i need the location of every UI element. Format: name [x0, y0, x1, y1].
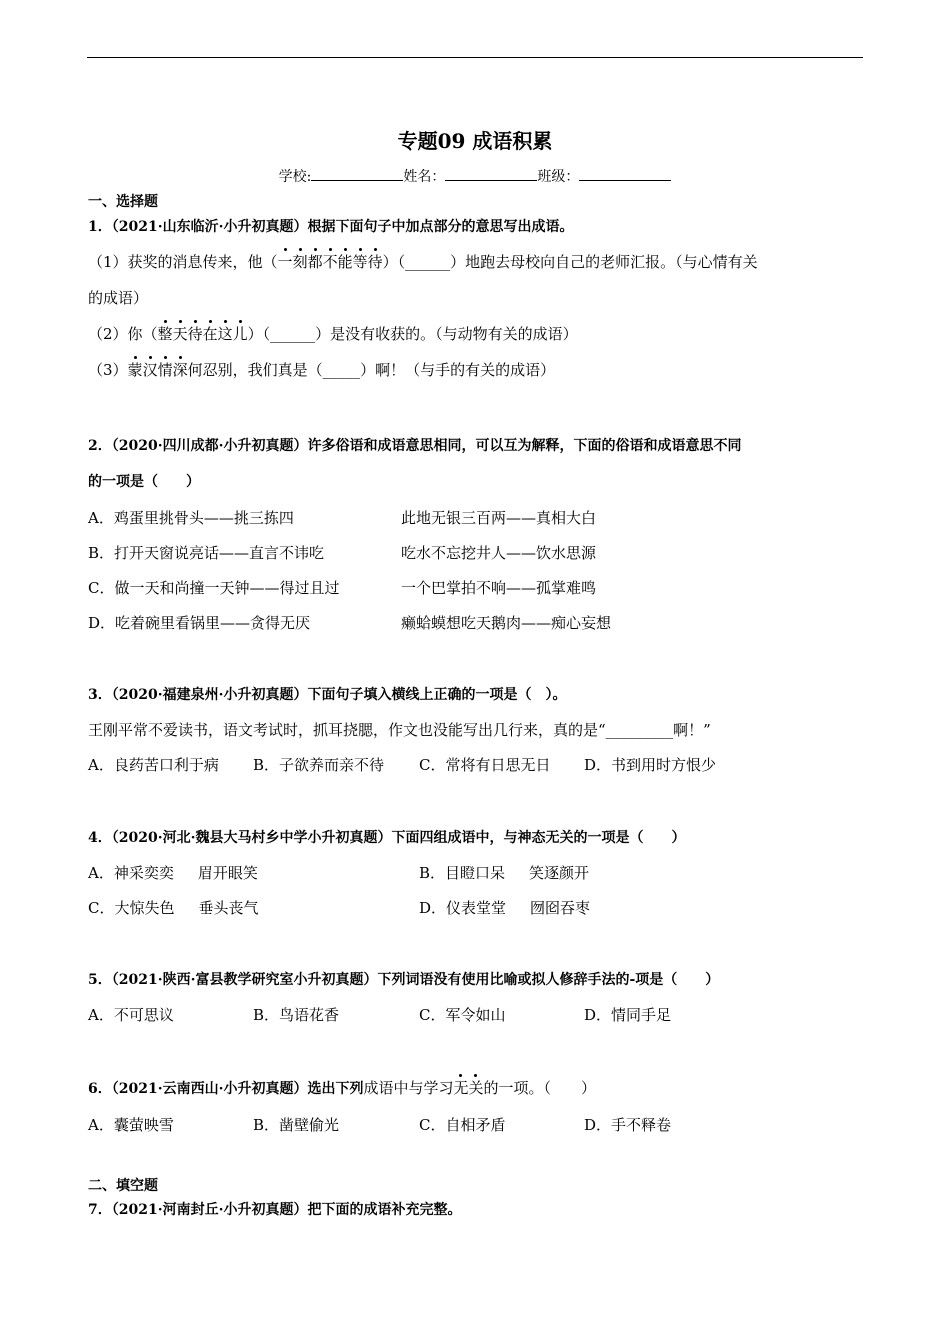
class-blank[interactable] — [579, 168, 671, 181]
dotted-char: 关 — [468, 1079, 484, 1097]
section-heading-fill: 二、填空题 — [88, 1178, 158, 1194]
question-2-heading-cont: 的一项是（ ） — [88, 474, 200, 490]
option-d[interactable]: D．情同手足 — [584, 1006, 672, 1024]
option-a[interactable]: A．不可思议 — [88, 1006, 174, 1024]
option-c-right: 一个巴掌拍不响——孤掌难鸣 — [401, 579, 597, 597]
section-heading-choice: 一、选择题 — [88, 194, 158, 210]
dotted-char: 不 — [322, 253, 338, 271]
question-6-heading: 6．（2021·云南西山·小升初真题）选出下列成语中与学习无关的一项。（ ） — [88, 1079, 597, 1097]
dotted-char: 汉 — [142, 361, 158, 379]
option-c-left[interactable]: C．做一天和尚撞一天钟——得过且过 — [88, 579, 340, 597]
option-a[interactable]: A．神采奕奕 眉开眼笑 — [88, 864, 258, 882]
option-d-right: 癞蛤蟆想吃天鹅肉——痴心妄想 — [401, 614, 612, 632]
option-b[interactable]: B．鸟语花香 — [253, 1006, 340, 1024]
question-4-heading: 4．（2020·河北·魏县大马村乡中学小升初真题）下面四组成语中，与神态无关的一项是（ ） — [88, 830, 686, 846]
question-7-heading: 7．（2021·河南封丘·小升初真题）把下面的成语补充完整。 — [88, 1202, 462, 1218]
option-d-left[interactable]: D．吃着碗里看锅里——贪得无厌 — [88, 614, 311, 632]
dotted-char: 这 — [217, 325, 233, 343]
question-1-line-1: （1）获奖的消息传来，他（一刻都不能等待）（______）地跑去母校向自己的老师汇报。（与心情有关 — [88, 253, 758, 271]
dotted-char: 蒙 — [127, 361, 143, 379]
option-b-right: 吃水不忘挖井人——饮水思源 — [401, 544, 597, 562]
option-a[interactable]: A．良药苦口利于病 — [88, 756, 219, 774]
dotted-char: 等 — [352, 253, 368, 271]
dotted-char: 都 — [307, 253, 323, 271]
question-1-line-1-cont: 的成语） — [88, 289, 149, 307]
option-c[interactable]: C．常将有日思无日 — [419, 756, 551, 774]
question-2-heading: 2．（2020·四川成都·小升初真题）许多俗语和成语意思相同，可以互为解释，下面的俗语和成语意思不同 — [88, 438, 742, 454]
dotted-char: 儿 — [232, 325, 248, 343]
dotted-char: 无 — [453, 1079, 469, 1097]
page-title: 专题09 成语积累 — [397, 129, 553, 153]
dotted-char: 待 — [187, 325, 203, 343]
school-label: 学校: — [278, 169, 312, 185]
dotted-char: 天 — [172, 325, 188, 343]
option-b[interactable]: B．凿壁偷光 — [253, 1116, 340, 1134]
option-c[interactable]: C．自相矛盾 — [419, 1116, 506, 1134]
name-blank[interactable] — [445, 168, 537, 181]
dotted-char: 深 — [172, 361, 188, 379]
option-b-left[interactable]: B．打开天窗说亮话——直言不讳吃 — [88, 544, 325, 562]
question-3-body: 王刚平常不爱读书，语文考试时，抓耳挠腮，作文也没能写出几行来，真的是“_________啊！” — [88, 721, 711, 739]
dotted-char: 情 — [157, 361, 173, 379]
question-5-heading: 5．（2021·陕西·富县教学研究室小升初真题）下列词语没有使用比喻或拟人修辞手法的-项是（ ） — [88, 972, 720, 988]
option-c[interactable]: C．军令如山 — [419, 1006, 506, 1024]
option-d[interactable]: D．手不释卷 — [584, 1116, 672, 1134]
option-c[interactable]: C．大惊失色 垂头丧气 — [88, 899, 259, 917]
dotted-char: 整 — [157, 325, 173, 343]
student-info-line — [0, 167, 950, 187]
header-rule — [87, 57, 863, 58]
question-1-line-3: （3）蒙汉情深何忍别，我们真是（_____）啊！（与手的有关的成语） — [88, 361, 556, 379]
option-a-right: 此地无银三百两——真相大白 — [401, 509, 597, 527]
class-label: 班级： — [537, 169, 580, 185]
dotted-char: 在 — [202, 325, 218, 343]
question-3-heading: 3．（2020·福建泉州·小升初真题）下面句子填入横线上正确的一项是（ ）。 — [88, 687, 567, 703]
name-label: 姓名： — [403, 169, 446, 185]
question-1-line-2: （2）你（整天待在这儿）（______）是没有收获的。（与动物有关的成语） — [88, 325, 578, 343]
option-b[interactable]: B．目瞪口呆 笑逐颜开 — [419, 864, 590, 882]
dotted-char: 刻 — [292, 253, 308, 271]
question-1-heading: 1．（2021·山东临沂·小升初真题）根据下面句子中加点部分的意思写出成语。 — [88, 219, 574, 235]
option-a[interactable]: A．囊萤映雪 — [88, 1116, 174, 1134]
option-d[interactable]: D．书到用时方恨少 — [584, 756, 717, 774]
dotted-char: 待 — [367, 253, 383, 271]
option-a-left[interactable]: A．鸡蛋里挑骨头——挑三拣四 — [88, 509, 294, 527]
option-d[interactable]: D．仪表堂堂 囫囵吞枣 — [419, 899, 591, 917]
school-blank[interactable] — [311, 168, 403, 181]
option-b[interactable]: B．子欲养而亲不待 — [253, 756, 385, 774]
dotted-char: 一 — [277, 253, 293, 271]
dotted-char: 能 — [337, 253, 353, 271]
